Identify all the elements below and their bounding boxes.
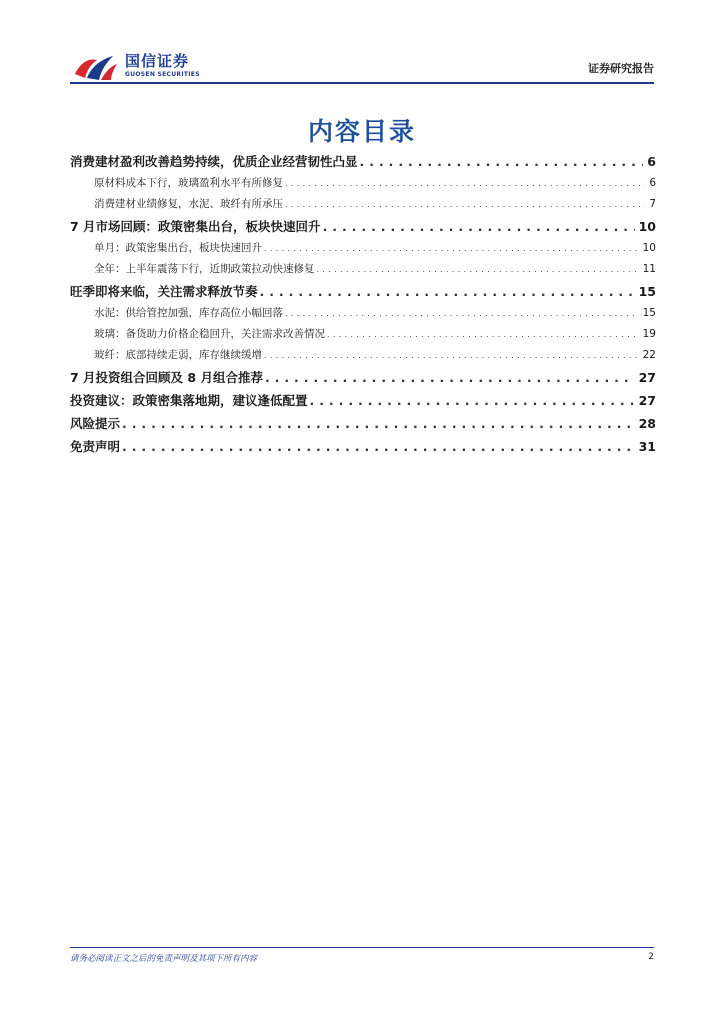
- toc-entry-label: 单月：政策密集出台，板块快速回升: [94, 238, 264, 259]
- table-of-contents: [70, 150, 656, 458]
- logo-chinese-name: 国信证券: [125, 52, 190, 70]
- toc-entry-page: 6: [649, 177, 656, 189]
- toc-entry-page: 27: [638, 393, 656, 408]
- toc-leader-dots: [317, 259, 639, 280]
- toc-entry-section[interactable]: [70, 412, 656, 435]
- toc-entry-page: 7: [649, 198, 656, 210]
- disclaimer-note: 请务必阅读正文之后的免责声明及其项下所有内容: [70, 954, 258, 964]
- toc-entry-page: 22: [642, 349, 656, 361]
- logo-english-name: GUOSEN SECURITIES: [125, 71, 200, 78]
- toc-entry-page: 6: [647, 154, 656, 169]
- toc-entry-page: 19: [642, 328, 656, 340]
- guosen-logo: [71, 50, 200, 82]
- toc-entry-section[interactable]: [70, 150, 656, 173]
- header-divider: [70, 82, 654, 84]
- toc-entry-section[interactable]: [70, 389, 656, 412]
- toc-leader-dots: [323, 215, 635, 238]
- toc-entry-section[interactable]: [70, 366, 656, 389]
- toc-leader-dots: [327, 324, 639, 345]
- toc-entry-subsection[interactable]: [70, 238, 656, 259]
- toc-leader-dots: [264, 238, 639, 259]
- guosen-logo-icon: [71, 50, 119, 82]
- toc-entry-subsection[interactable]: [70, 173, 656, 194]
- toc-entry-label: 投资建议：政策密集落地期，建议逢低配置: [70, 389, 310, 412]
- toc-entry-subsection[interactable]: [70, 303, 656, 324]
- toc-entry-page: 27: [638, 370, 656, 385]
- toc-entry-page: 10: [638, 219, 656, 234]
- toc-leader-dots: [360, 150, 644, 173]
- toc-entry-section[interactable]: [70, 435, 656, 458]
- toc-entry-label: 原材料成本下行，玻璃盈利水平有所修复: [94, 173, 285, 194]
- toc-entry-page: 15: [642, 307, 656, 319]
- toc-leader-dots: [122, 435, 635, 458]
- toc-entry-subsection[interactable]: [70, 324, 656, 345]
- toc-leader-dots: [285, 173, 645, 194]
- toc-entry-label: 消费建材业绩修复，水泥、玻纤有所承压: [94, 194, 285, 215]
- report-type-label: 证券研究报告: [588, 62, 654, 75]
- toc-entry-label: 消费建材盈利改善趋势持续，优质企业经营韧性凸显: [70, 150, 360, 173]
- toc-leader-dots: [265, 366, 635, 389]
- toc-entry-section[interactable]: [70, 280, 656, 303]
- page-header: [0, 0, 724, 90]
- toc-leader-dots: [310, 389, 635, 412]
- toc-entry-label: 玻璃：备货助力价格企稳回升，关注需求改善情况: [94, 324, 327, 345]
- footer-divider: [70, 947, 654, 948]
- toc-entry-label: 玻纤：底部持续走弱，库存继续缓增: [94, 345, 264, 366]
- toc-entry-label: 免责声明: [70, 435, 122, 458]
- toc-entry-label: 全年：上半年震荡下行，近期政策拉动快速修复: [94, 259, 317, 280]
- page-number: 2: [648, 952, 654, 962]
- toc-entry-label: 风险提示: [70, 412, 122, 435]
- toc-title: 内容目录: [307, 117, 416, 146]
- toc-entry-subsection[interactable]: [70, 345, 656, 366]
- toc-entry-label: 7 月市场回顾：政策密集出台，板块快速回升: [70, 215, 323, 238]
- toc-leader-dots: [260, 280, 635, 303]
- toc-leader-dots: [122, 412, 635, 435]
- toc-entry-page: 15: [638, 284, 656, 299]
- toc-entry-page: 28: [638, 416, 656, 431]
- toc-entry-section[interactable]: [70, 215, 656, 238]
- toc-leader-dots: [285, 303, 639, 324]
- toc-leader-dots: [264, 345, 639, 366]
- toc-entry-page: 11: [642, 263, 656, 275]
- toc-entry-label: 旺季即将来临，关注需求释放节奏: [70, 280, 260, 303]
- toc-entry-subsection[interactable]: [70, 259, 656, 280]
- toc-entry-label: 水泥：供给管控加强，库存高位小幅回落: [94, 303, 285, 324]
- toc-entry-page: 31: [638, 439, 656, 454]
- toc-leader-dots: [285, 194, 645, 215]
- toc-entry-page: 10: [642, 242, 656, 254]
- toc-entry-subsection[interactable]: [70, 194, 656, 215]
- toc-entry-label: 7 月投资组合回顾及 8 月组合推荐: [70, 366, 265, 389]
